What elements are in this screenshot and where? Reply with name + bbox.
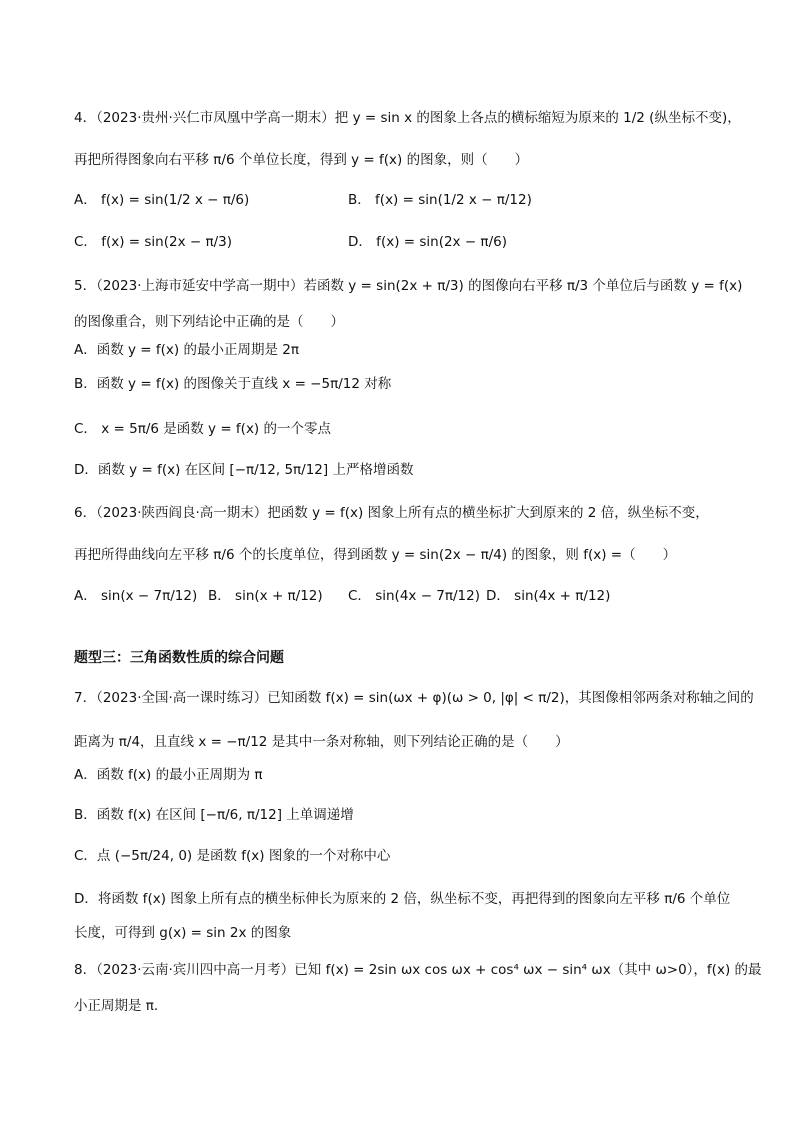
q8-stem-line1: 8．（2023·云南·宾川四中高一月考）已知 f(x) = 2sin ωx cos ωx + cos⁴ ωx − sin⁴ ωx（其中 ω>0），f(x) 的最: [74, 962, 762, 978]
q4-stem-line2: 再把所得图象向右平移 π/6 个单位长度，得到 y = f(x) 的图象，则（ ）: [74, 152, 529, 168]
q5-stem-line2: 的图像重合，则下列结论中正确的是（ ）: [74, 314, 344, 330]
section-title: 题型三：三角函数性质的综合问题: [74, 650, 284, 666]
q6-stem-line1: 6．（2023·陕西阎良·高一期末）把函数 y = f(x) 图象上所有点的横坐标扩大到原来的 2 倍，纵坐标不变，: [74, 505, 709, 521]
q7-option-d-line1: D．将函数 f(x) 图象上所有点的横坐标伸长为原来的 2 倍，纵坐标不变，再把得到的图象向左平移 π/6 个单位: [74, 891, 731, 907]
q5-option-c: C． x = 5π/6 是函数 y = f(x) 的一个零点: [74, 421, 331, 437]
q6-option-a: A． sin(x − 7π/12): [74, 588, 198, 604]
q8-stem-line2: 小正周期是 π.: [74, 998, 159, 1014]
q6-stem-line2: 再把所得曲线向左平移 π/6 个的长度单位，得到函数 y = sin(2x − π/4) 的图象，则 f(x) =（ ）: [74, 547, 677, 563]
q5-stem-line1: 5．（2023·上海市延安中学高一期中）若函数 y = sin(2x + π/3) 的图像向右平移 π/3 个单位后与函数 y = f(x): [74, 278, 743, 294]
q7-stem-line2: 距离为 π/4，且直线 x = −π/12 是其中一条对称轴，则下列结论正确的是（ ）: [74, 734, 569, 750]
q6-option-c: C． sin(4x − 7π/12): [348, 588, 481, 604]
q5-option-d: D．函数 y = f(x) 在区间 [−π/12, 5π/12] 上严格增函数: [74, 462, 414, 478]
q7-stem-line1: 7．（2023·全国·高一课时练习）已知函数 f(x) = sin(ωx + φ)(ω > 0, |φ| < π/2)，其图像相邻两条对称轴之间的: [74, 690, 754, 706]
q4-option-d: D． f(x) = sin(2x − π/6): [348, 234, 507, 250]
q4-stem-line1: 4．（2023·贵州·兴仁市凤凰中学高一期末）把 y = sin x 的图象上各点的横标缩短为原来的 1/2 (纵坐标不变)，: [74, 110, 741, 126]
q4-option-c: C． f(x) = sin(2x − π/3): [74, 234, 232, 250]
q6-option-b: B． sin(x + π/12): [208, 588, 323, 604]
q4-option-b: B． f(x) = sin(1/2 x − π/12): [348, 192, 532, 208]
q7-option-c: C．点 (−5π/24, 0) 是函数 f(x) 图象的一个对称中心: [74, 848, 391, 864]
q7-option-a: A．函数 f(x) 的最小正周期为 π: [74, 767, 263, 783]
q7-option-b: B．函数 f(x) 在区间 [−π/6, π/12] 上单调递增: [74, 807, 354, 823]
q5-option-b: B．函数 y = f(x) 的图像关于直线 x = −5π/12 对称: [74, 376, 392, 392]
q4-option-a: A． f(x) = sin(1/2 x − π/6): [74, 192, 250, 208]
q5-option-a: A．函数 y = f(x) 的最小正周期是 2π: [74, 342, 299, 358]
q6-option-d: D． sin(4x + π/12): [486, 588, 611, 604]
q7-option-d-line2: 长度，可得到 g(x) = sin 2x 的图象: [74, 925, 292, 941]
